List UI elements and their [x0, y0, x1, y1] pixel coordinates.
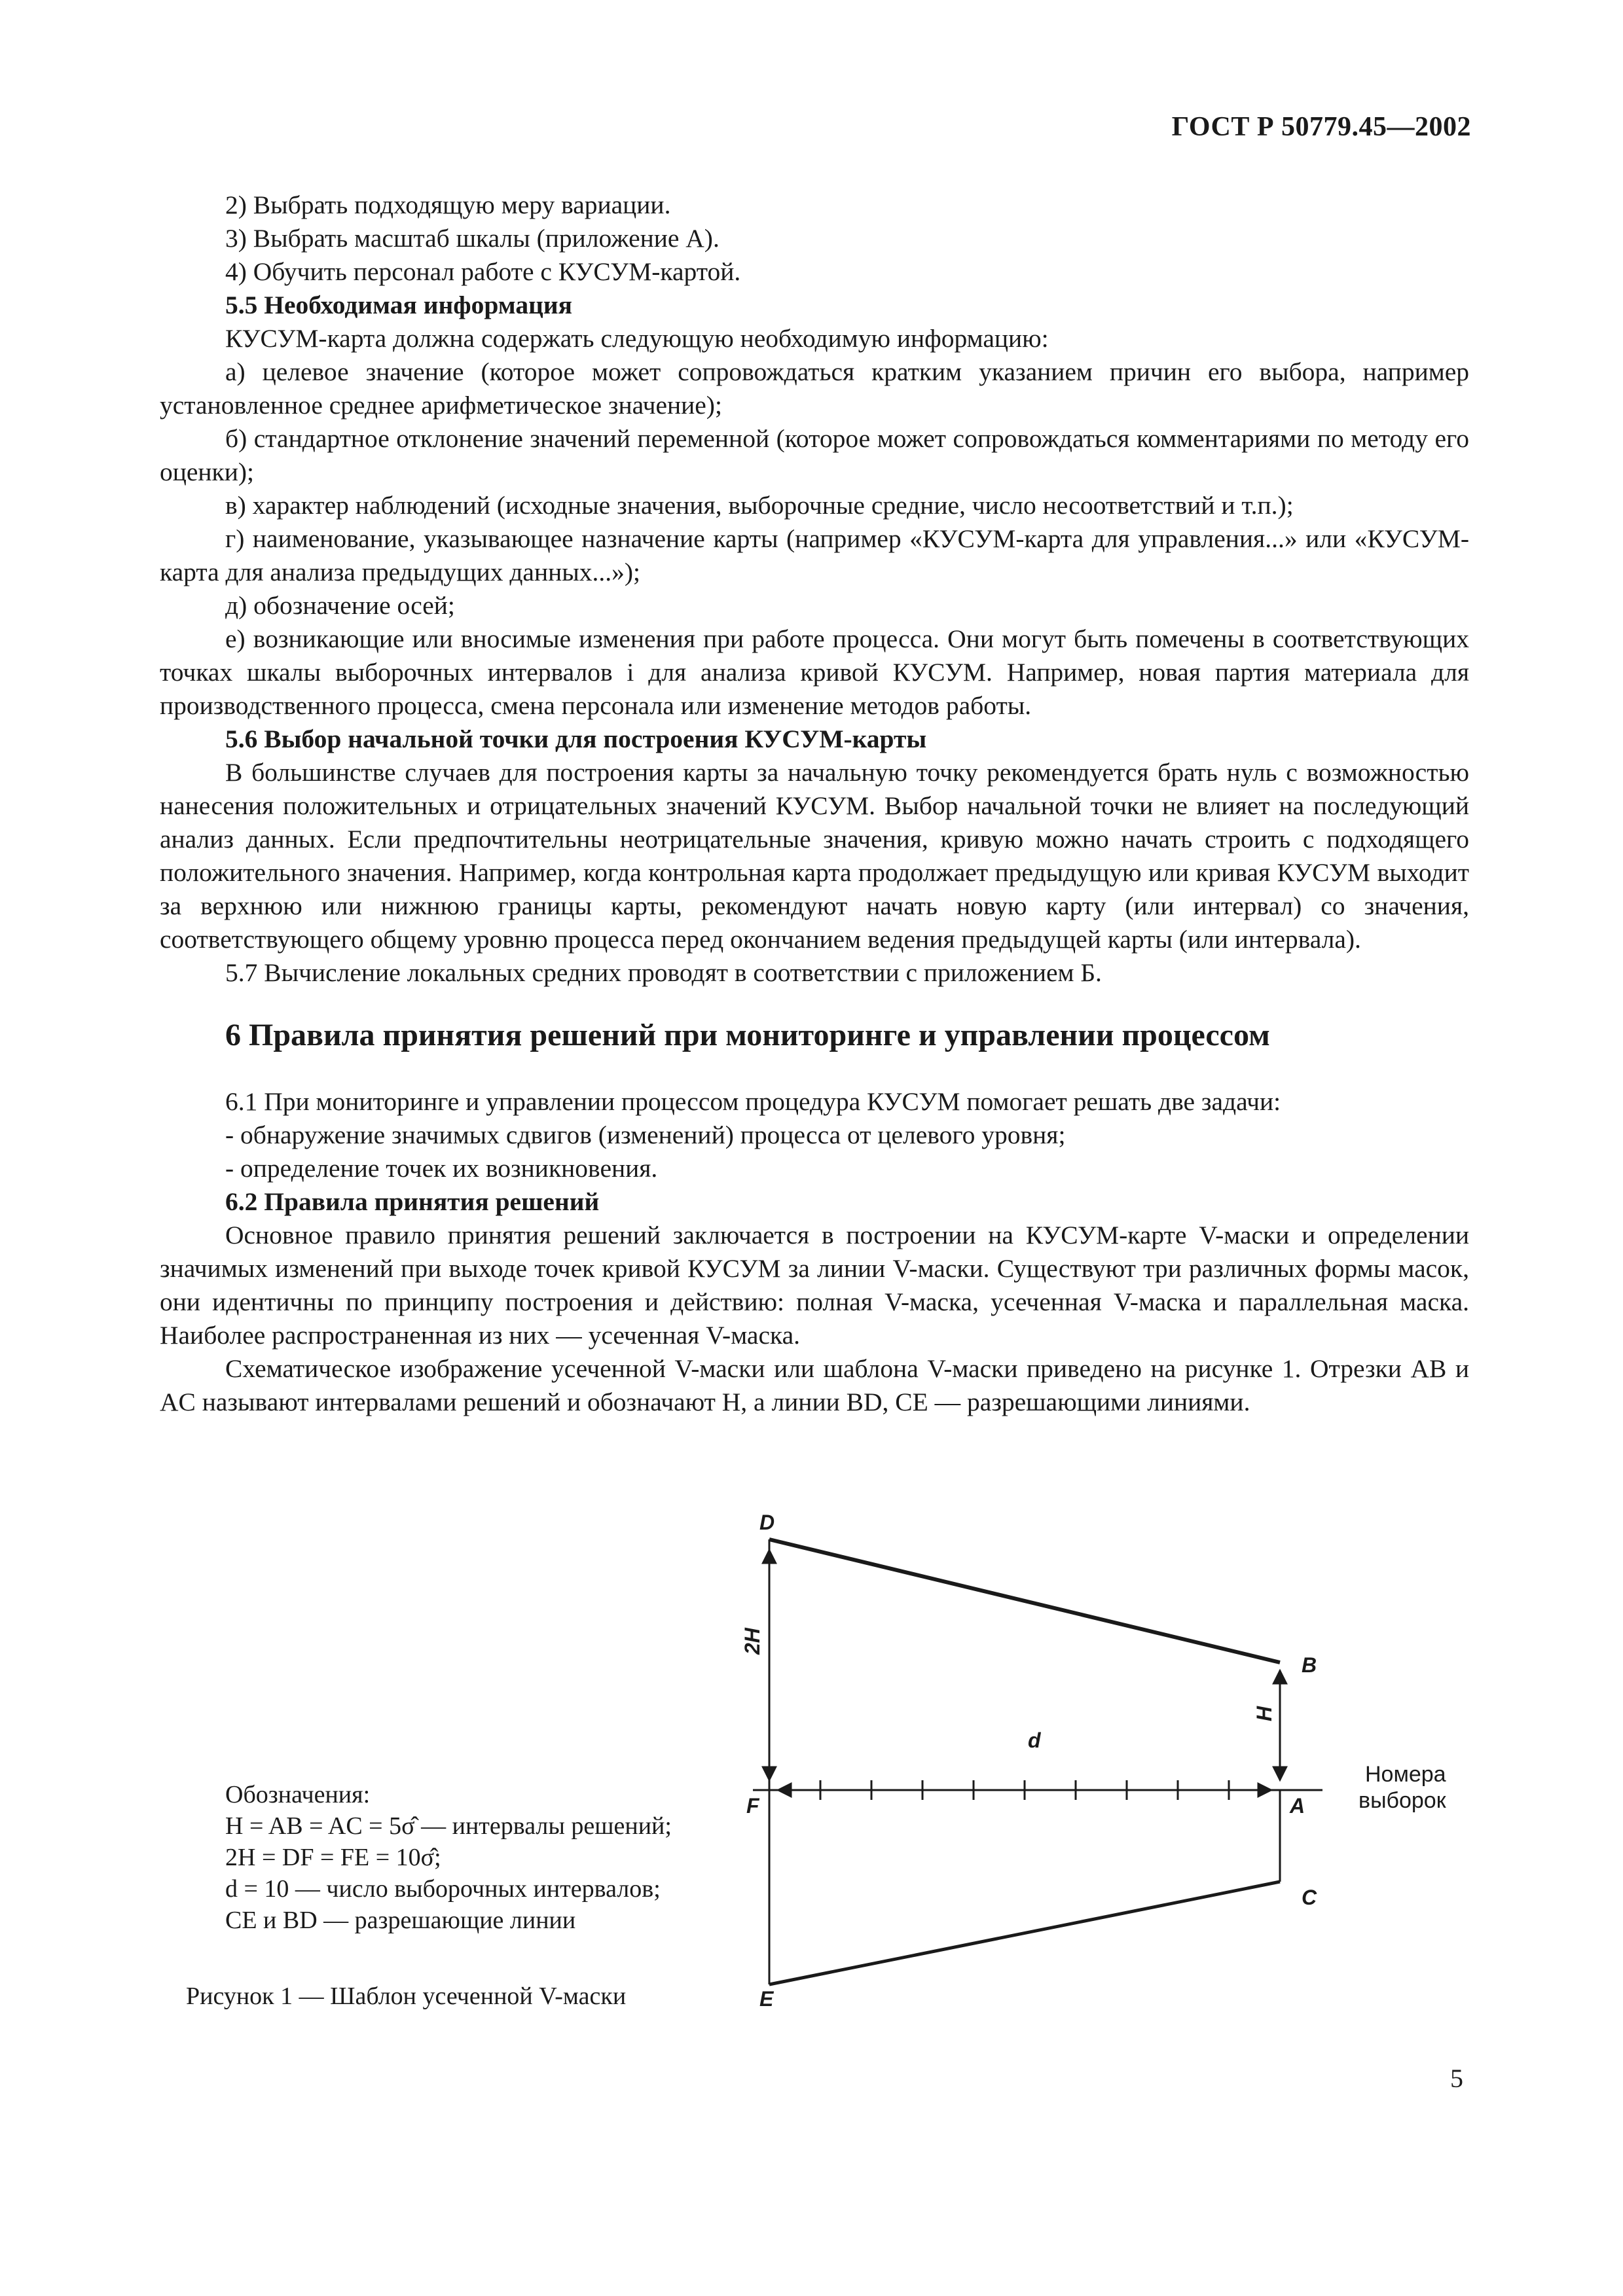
line-bd: [769, 1539, 1280, 1662]
v-mask-diagram: [733, 1499, 1506, 2011]
legend-line: CE и BD — разрешающие линии: [225, 1907, 576, 1934]
section-heading-6: 6 Правила принятия решений при мониторинге и управлении процессом: [225, 1018, 1270, 1052]
axis-label-line2: выборок: [1359, 1788, 1446, 1813]
point-label-d: D: [759, 1511, 775, 1534]
paragraph: В большинстве случаев для построения карты за начальную точку рекомендуется брать нуль с возможностью нанесения положительных и отрицательных значений КУСУМ. Выбор начальной точки не влияет на последующий анализ данных. Если предпочтительны неотрицательные значения, кривую можно начать строить с подходящего положительного значения. Например, когда контрольная карта продолжает предыдущую или кривая КУСУМ выходит за верхнюю или нижнюю границы карты, рекомендуют начать новую карту (или интервал) со значения, соответствующего общему уровню процесса перед окончанием ведения предыдущей карты (или интервала).: [160, 758, 1469, 954]
figure-caption: Рисунок 1 — Шаблон усеченной V-маски: [186, 1982, 627, 2010]
paragraph: КУСУМ-карта должна содержать следующую необходимую информацию:: [225, 324, 1049, 353]
paragraph: д) обозначение осей;: [225, 591, 455, 620]
dim-label-2h: 2H: [740, 1628, 764, 1655]
list-item: - обнаружение значимых сдвигов (изменений) процесса от целевого уровня;: [225, 1121, 1066, 1149]
paragraph: 6.1 При мониторинге и управлении процессом процедура КУСУМ помогает решать две задачи:: [225, 1087, 1281, 1116]
subsection-heading-5-6: 5.6 Выбор начальной точки для построения КУСУМ-карты: [225, 725, 927, 753]
figure-legend: [225, 1779, 749, 1936]
paragraph: е) возникающие или вносимые изменения при работе процесса. Они могут быть помечены в соответствующих точках шкалы выборочных интервалов i для анализа кривой КУСУМ. Например, новая партия материала для производственного процесса, смена персонала или изменение методов работы.: [160, 624, 1469, 720]
paragraph: Основное правило принятия решений заключается в построении на КУСУМ-карте V-маски и определении значимых изменений при выходе точек кривой КУСУМ за линии V-маски. Существуют три различных формы масок, они идентичны по принципу построения и действию: полная V-маска, усеченная V-маска и параллельная маска. Наиболее распространенная из них — усеченная V-маска.: [160, 1221, 1469, 1350]
paragraph: б) стандартное отклонение значений переменной (которое может сопровождаться комментариями по методу его оценки);: [160, 424, 1469, 486]
legend-title: Обозначения:: [225, 1781, 371, 1808]
paragraph: Схематическое изображение усеченной V-маски или шаблона V-маски приведено на рисунке 1. Отрезки AB и AC называют интервалами решений и обозначают H, а линии BD, CE — разрешающими линиями.: [160, 1354, 1469, 1416]
line-ce: [769, 1882, 1280, 1984]
point-label-a: A: [1290, 1794, 1305, 1818]
point-label-c: C: [1302, 1886, 1317, 1909]
paragraph: в) характер наблюдений (исходные значения, выборочные средние, число несоответствий и т.п.);: [225, 491, 1294, 520]
paragraph: 5.7 Вычисление локальных средних проводят в соответствии с приложением Б.: [225, 958, 1102, 987]
point-label-b: B: [1302, 1653, 1317, 1677]
list-item-4: 4) Обучить персонал работе с КУСУМ-картой.: [225, 257, 741, 286]
subsection-heading-6-2: 6.2 Правила принятия решений: [225, 1187, 600, 1216]
page-number: 5: [1450, 2064, 1463, 2093]
document-body: [160, 188, 1469, 1419]
point-label-f: F: [746, 1794, 759, 1818]
axis-label-line1: Номера: [1365, 1762, 1446, 1787]
point-label-e: E: [759, 1987, 774, 2011]
paragraph: г) наименование, указывающее назначение карты (например «КУСУМ-карта для управления...» или «КУСУМ-карта для анализа предыдущих данных...»);: [160, 524, 1469, 586]
subsection-heading-5-5: 5.5 Необходимая информация: [225, 291, 572, 319]
dim-label-d: d: [1028, 1729, 1041, 1752]
list-item-2: 2) Выбрать подходящую меру вариации.: [225, 190, 671, 219]
legend-line: H = AB = AC = 5σ̂ — интервалы решений;: [225, 1812, 672, 1840]
paragraph: а) целевое значение (которое может сопровождаться кратким указанием причин его выбора, например установленное среднее арифметическое значение);: [160, 357, 1469, 420]
legend-line: d = 10 — число выборочных интервалов;: [225, 1875, 661, 1903]
list-item: - определение точек их возникновения.: [225, 1154, 658, 1183]
legend-line: 2H = DF = FE = 10σ̂;: [225, 1844, 441, 1871]
list-item-3: 3) Выбрать масштаб шкалы (приложение А).: [225, 224, 720, 253]
dim-label-h: H: [1252, 1706, 1276, 1721]
document-standard-header: ГОСТ Р 50779.45—2002: [1171, 112, 1471, 142]
